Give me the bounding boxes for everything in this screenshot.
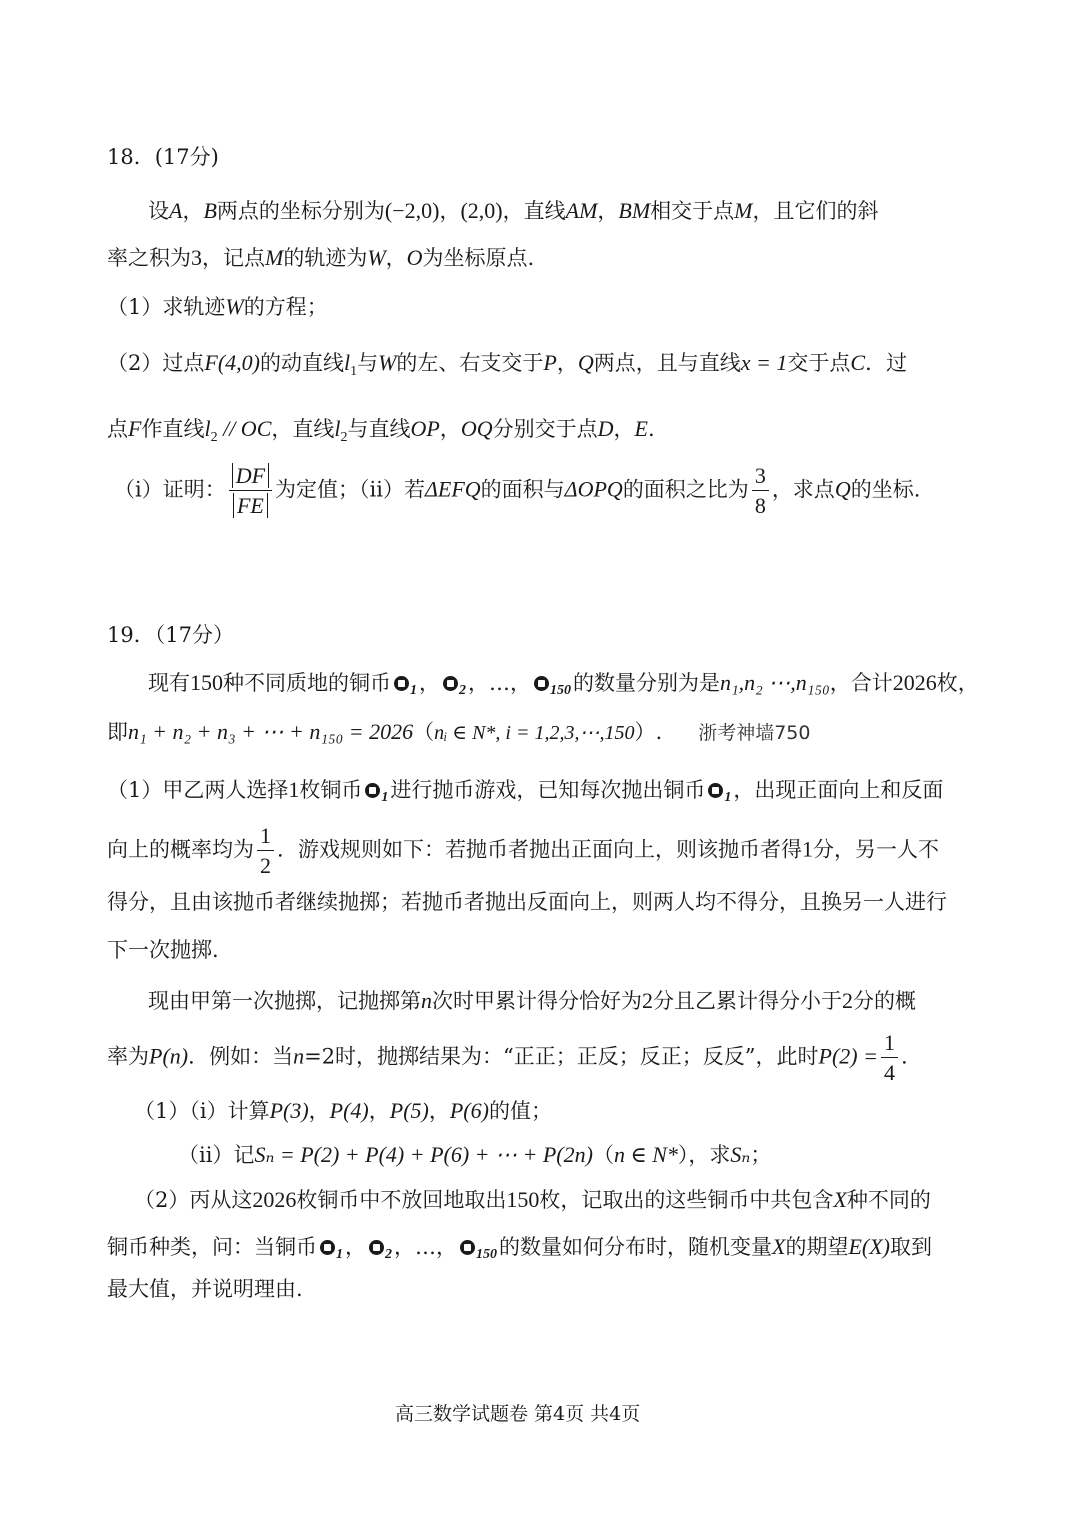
df-fe-fraction: $\frac{DF}{FE}$ <box>229 463 272 519</box>
q19-part-2-line-1: （2）丙从这2026枚铜币中不放回地取出150枚，记取出的这些铜币中共包含X种不同的 <box>134 1187 931 1212</box>
q19-part-1-line-4: 下一次抛掷. <box>107 938 219 962</box>
coin-icon <box>534 676 549 691</box>
page-footer: 高三数学试题卷 第4页 共4页 <box>395 1403 641 1425</box>
q18-part-2-sub: （i）证明： $\frac{DF}{FE}$ 为定值；（ii）若ΔEFQ的面积与ΔOPQ的面积之比为 $\frac{3}{8}$ ，求点Q的坐标. <box>114 463 921 519</box>
q18-part-1: （1）求轨迹W的方程； <box>107 294 328 319</box>
q19-part-2-line-2: 铜币种类，问：当铜币 1， 2，…， 150的数量如何分布时，随机变量X的期望E(X)取到 <box>107 1234 932 1262</box>
q18-para-line-2: 率之积为3，记点M的轨迹为W，O为坐标原点. <box>107 245 535 270</box>
coin-icon <box>708 783 723 798</box>
q19-part-2-line-3: 最大值，并说明理由. <box>107 1277 303 1301</box>
watermark-text: 浙考神墙750 <box>698 722 811 744</box>
coin-icon <box>369 1240 384 1255</box>
q19-para-line-2: 即n₁ + n₂ + n₃ + ⋯ + n₁₅₀ = 2026（nᵢ ∈ N*, i = 1,2,3,⋯,150）. 浙考神墙750 <box>107 719 811 744</box>
q18-para-line-1: 设A，B两点的坐标分别为(−2,0)，(2,0)，直线AM，BM相交于点M，且它们的斜 <box>148 198 879 223</box>
ratio-fraction: $\frac{3}{8}$ <box>752 463 769 519</box>
q19-part-1-line-2: 向上的概率均为 $\frac{1}{2}$ ．游戏规则如下：若抛币者抛出正面向上，则该抛币者得1分，另一人不 <box>107 823 939 879</box>
q19-sub-ii: （ii）记Sₙ = P(2) + P(4) + P(6) + ⋯ + P(2n)（n ∈ N*），求Sₙ； <box>178 1142 772 1167</box>
q18-header: 18．(17分) <box>107 145 219 169</box>
coin-icon <box>443 676 458 691</box>
q19-sub-i: （1）（i）计算P(3)，P(4)，P(5)，P(6)的值； <box>134 1098 552 1123</box>
q19-para-2-line-2: 率为P(n)．例如：当n=2时，抛掷结果为：“正正；正反；反正；反反”，此时P(2) = $\frac{1}{4}$ . <box>107 1030 908 1086</box>
q19-header: 19．（17分） <box>107 623 234 647</box>
coin-icon <box>320 1240 335 1255</box>
coin-icon <box>365 783 380 798</box>
q18-part-2-line-1: （2）过点F(4,0)的动直线$l_1$与W的左、右支交于P，Q两点，且与直线x = 1交于点C．过 <box>107 350 908 380</box>
q19-part-1-line-1: （1）甲乙两人选择1枚铜币 1进行抛币游戏，已知每次抛出铜币 1，出现正面向上和反面 <box>107 777 944 805</box>
coin-icon <box>394 676 409 691</box>
coin-icon <box>460 1240 475 1255</box>
q19-para-2-line-1: 现由甲第一次抛掷，记抛掷第n次时甲累计得分恰好为2分且乙累计得分小于2分的概 <box>148 988 916 1013</box>
q19-para-line-1: 现有150种不同质地的铜币 1， 2，…， 150的数量分别为是n₁,n₂ ⋯,n₁₅₀，合计2026枚， <box>148 670 979 698</box>
q18-part-2-line-2: 点F作直线$l_2$ // OC，直线$l_2$与直线OP，OQ分别交于点D，E. <box>107 416 655 446</box>
quarter-fraction: $\frac{1}{4}$ <box>881 1030 898 1086</box>
q19-part-1-line-3: 得分，且由该抛币者继续抛掷；若抛币者抛出反面向上，则两人均不得分，且换另一人进行 <box>107 890 947 914</box>
half-fraction: $\frac{1}{2}$ <box>257 823 274 879</box>
